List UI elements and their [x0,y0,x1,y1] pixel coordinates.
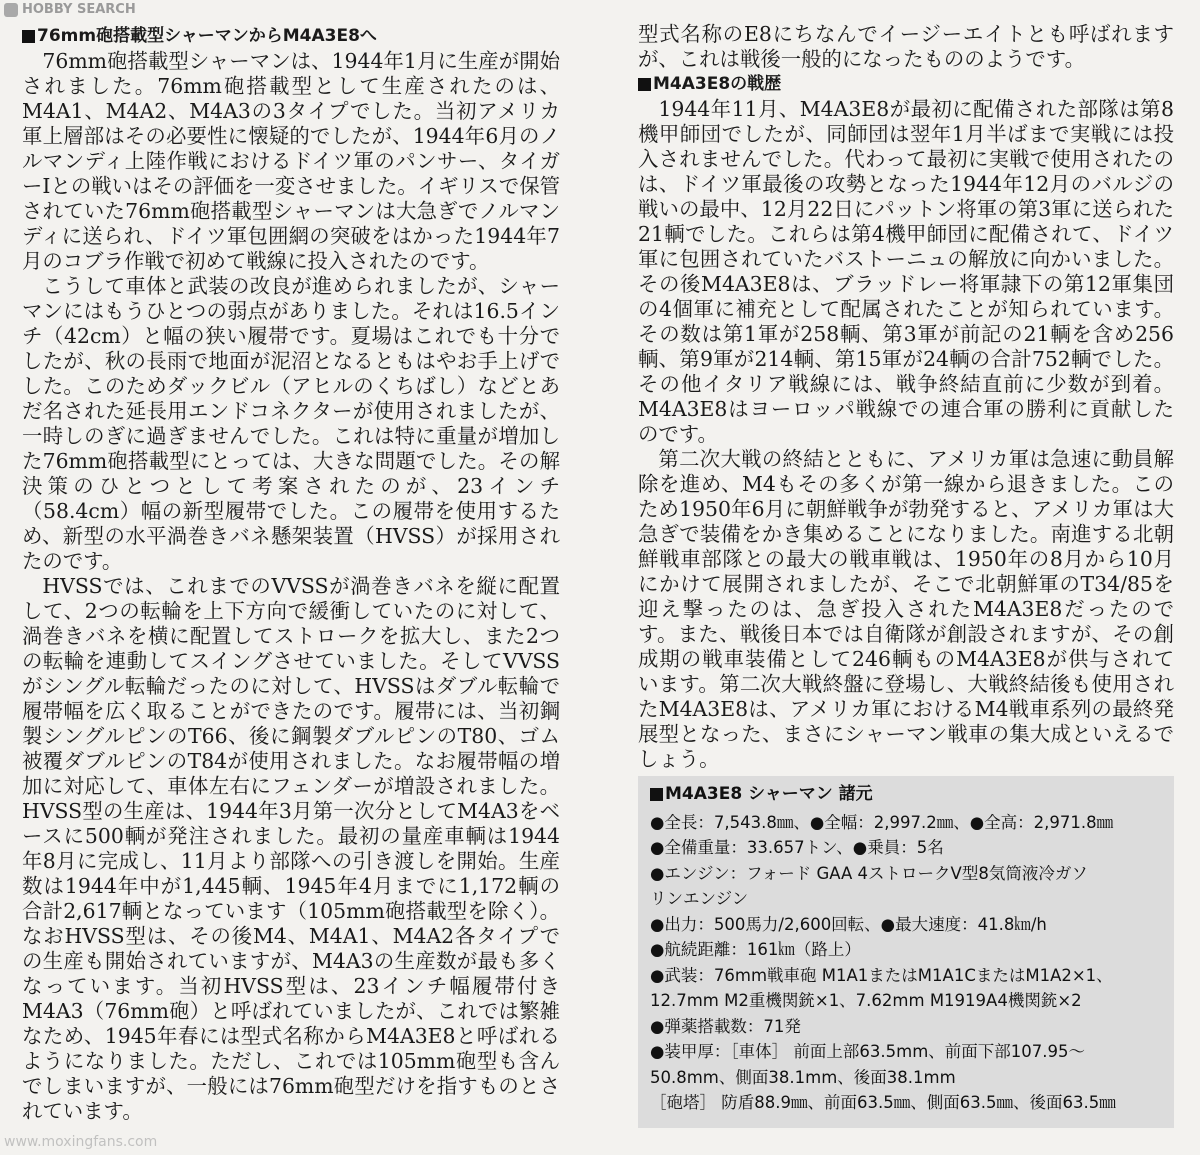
heading-square-icon [638,78,651,91]
watermark-text: HOBBY SEARCH [22,2,136,17]
paragraph: こうして車体と武装の改良が進められましたが、シャーマンにはもうひとつの弱点がありました。それは16.5インチ（42cm）と幅の狭い履帯です。夏場はこれでも十分でしたが、秋の長雨で地面が泥沼となるともはやお手上げでした。このためダックビル（アヒルのくちばし）などとあだ名された延長用エンドコネクターが使用されましたが、一時しのぎに過ぎませんでした。これは特に重量が増加した76mm砲搭載型にとっては、大きな問題でした。その解決策のひとつとして考案されたのが、23インチ（58.4cm）幅の新型履帯でした。この履帯を使用するため、新型の水平渦巻きバネ懸架装置（HVSS）が採用されたのです。 [22,274,560,573]
spec-row: ●航続距離：161㎞（路上） [650,940,861,959]
spec-row: ●全長：7,543.8㎜、●全幅：2,997.2㎜、●全高：2,971.8㎜ [650,812,1114,832]
spec-row: ●弾薬搭載数：71発 [650,1016,801,1036]
spec-row: 50.8mm、側面38.1mm、後面38.1mm [650,1067,956,1087]
site-watermark: www.moxingfans.com [4,1134,158,1150]
spec-row: ●武装：76mm戦車砲 M1A1またはM1A1CまたはM1A2×1、 [650,965,1113,985]
section-heading-combat-history [638,72,1174,97]
spec-row: ●全備重量：33.657トン、●乗員：5名 [650,838,944,857]
heading-text: 76mm砲搭載型シャーマンからM4A3E8へ [37,26,377,46]
hobby-search-logo-icon [4,3,18,17]
hobby-search-watermark [4,2,136,17]
spec-row: ［砲塔］ 防盾88.9㎜、前面63.5㎜、側面63.5㎜、後面63.5㎜ [650,1093,1116,1112]
paragraph: 1944年11月、M4A3E8が最初に配備された部隊は第8機甲師団でしたが、同師団は翌年1月半ばまで実戦には投入されませんでした。代わって最初に実戦で使用されたのは、ドイツ軍最後の攻勢となった1944年12月のバルジの戦いの最中、12月22日にパットン将軍の第3軍に送られた21輌でした。これらは第4機甲師団に配備されて、ドイツ軍に包囲されていたバストーニュの解放に向かいました。その後M4A3E8は、ブラッドレー将軍隷下の第12軍集団の4個軍に補充として配属されたことが知られています。その数は第1軍が258輌、第3軍が前記の21輌を含め256輌、第9軍が214輌、第15軍が24輌の合計752輌でした。その他イタリア戦線には、戦争終結直前に少数が到着。M4A3E8はヨーロッパ戦線での連合軍の勝利に貢献したのです。 [638,97,1174,446]
specs-title [650,782,1162,808]
heading-square-icon [650,788,663,801]
spec-row: 12.7mm M2重機関銃×1、7.62mm M1919A4機関銃×2 [650,991,1082,1010]
spec-row: ●出力：500馬力/2,600回転、●最大速度：41.8㎞/h [650,914,1047,934]
section-heading-76mm [22,24,560,49]
left-column [22,24,560,1124]
specs-title-text: M4A3E8 シャーマン 諸元 [665,784,873,804]
paragraph: HVSSでは、これまでのVVSSが渦巻きバネを縦に配置して、2つの転輪を上下方向で緩衝していたのに対して、渦巻きバネを横に配置してストロークを拡大し、また2つの転輪を連動してスイングさせていました。そしてVVSSがシングル転輪だったのに対して、HVSSはダブル転輪で履帯幅を広く取ることができたのです。履帯には、当初鋼製シングルピンのT66、後に鋼製ダブルピンのT80、ゴム被覆ダブルピンのT84が使用されました。なお履帯幅の増加に対応して、車体左右にフェンダーが増設されました。HVSS型の生産は、1944年3月第一次分としてM4A3をベースに500輌が発注されました。最初の量産車輌は1944年8月に完成し、11月より部隊への引き渡しを開始。生産数は1944年中が1,445輌、1945年4月までに1,172輌の合計2,617輌となっています（105mm砲搭載型を除く）。なおHVSS型は、その後M4、M4A1、M4A2各タイプでの生産も開始されていますが、M4A3の生産数が最も多くなっています。当初HVSS型は、23インチ幅履帯付きM4A3（76mm砲）と呼ばれていましたが、これでは繁雑なため、1945年春には型式名称からM4A3E8と呼ばれるようになりました。ただし、これでは105mm砲型も含んでしまいますが、一般には76mm砲型だけを指すものとされています。 [22,574,560,1123]
spec-row: ●エンジン：フォード GAA 4ストロークV型8気筒液冷ガソ [650,863,1088,883]
continued-paragraph: 型式名称のE8にちなんでイージーエイトとも呼ばれますが、これは戦後一般的になったもののようです。 [638,22,1174,71]
specifications-box [638,776,1174,1128]
heading-text: M4A3E8の戦歴 [653,74,782,94]
paragraph: 第二次大戦の終結とともに、アメリカ軍は急速に動員解除を進め、M4もその多くが第一線から退きました。このため1950年6月に朝鮮戦争が勃発すると、アメリカ軍は大急ぎで装備をかき集めることになりました。南進する北朝鮮戦車部隊との最大の戦車戦は、1950年の8月から10月にかけて展開されましたが、そこで北朝鮮軍のT34/85を迎え撃ったのは、急ぎ投入されたM4A3E8だったのです。また、戦後日本では自衛隊が創設されますが、その創成期の戦車装備として246輌ものM4A3E8が供与されています。第二次大戦終盤に登場し、大戦終結後も使用されたM4A3E8は、アメリカ軍におけるM4戦車系列の最終発展型となった、まさにシャーマン戦車の集大成といえるでしょう。 [638,447,1174,771]
spec-row: ●装甲厚：［車体］ 前面上部63.5mm、前面下部107.95～ [650,1042,1086,1061]
heading-square-icon [22,30,35,43]
spec-row: リンエンジン [650,889,749,908]
paragraph: 76mm砲搭載型シャーマンは、1944年1月に生産が開始されました。76mm砲搭載型として生産されたのは、M4A1、M4A2、M4A3の3タイプでした。当初アメリカ軍上層部はその必要性に懐疑的でしたが、1944年6月のノルマンディ上陸作戦におけるドイツ軍のパンサー、タイガーIとの戦いはその評価を一変させました。イギリスで保管されていた76mm砲搭載型シャーマンは大急ぎでノルマンディに送られ、ドイツ軍包囲網の突破をはかった1944年7月のコブラ作戦で初めて戦線に投入されたのです。 [22,49,560,273]
right-column [638,22,1174,772]
